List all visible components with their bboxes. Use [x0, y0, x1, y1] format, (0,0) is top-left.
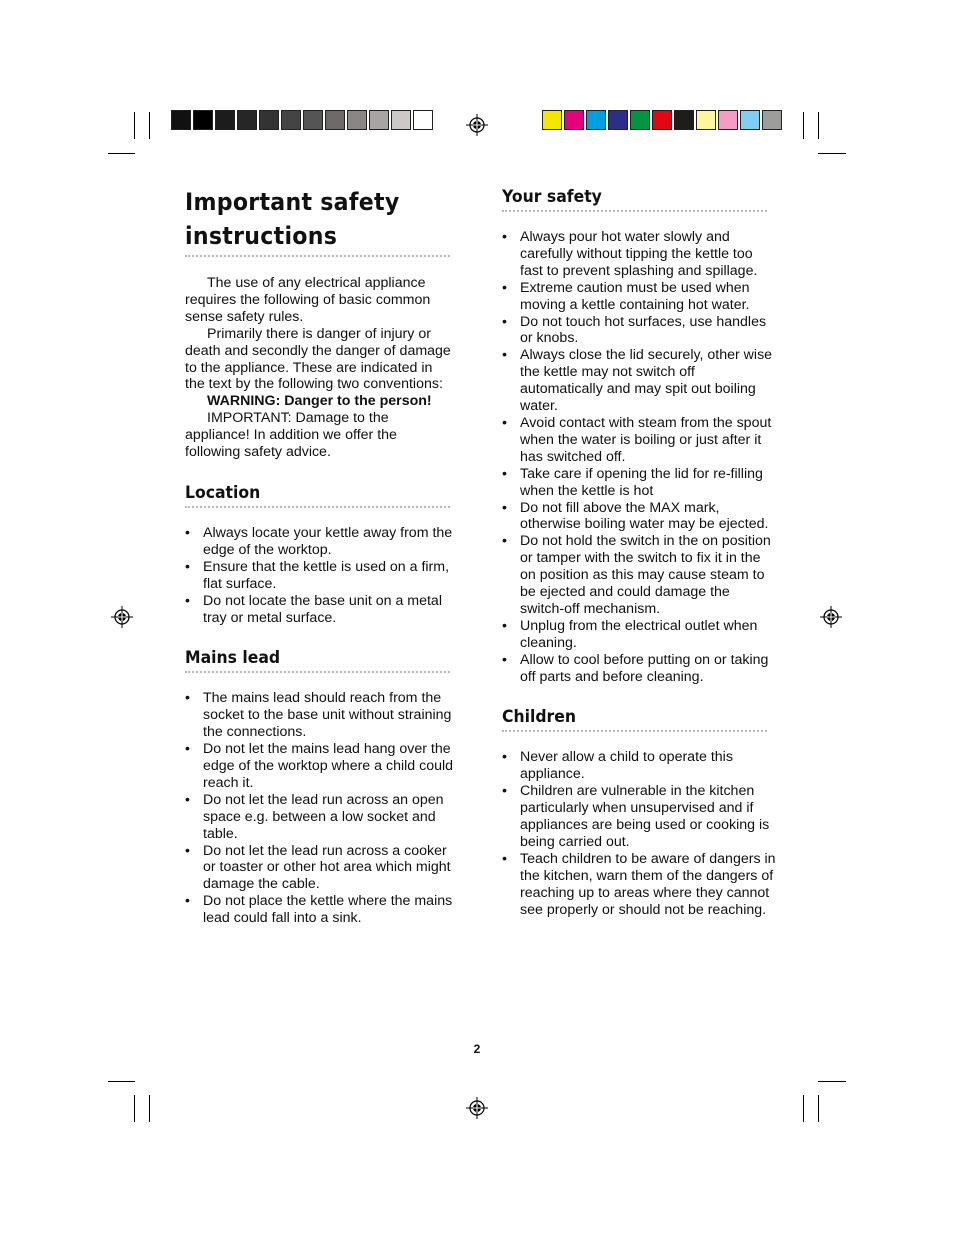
registration-mark-icon — [111, 606, 133, 628]
list-item: • Do not let the lead run across an open space e.g. between a low socket and table. — [185, 792, 455, 843]
list-item: • Do not fill above the MAX mark, otherwise boiling water may be ejected. — [502, 500, 777, 534]
list-item: • Allow to cool before putting on or taking off parts and before cleaning. — [502, 652, 777, 686]
children-list — [502, 749, 777, 918]
calibration-swatch — [259, 110, 279, 130]
calibration-swatch — [347, 110, 367, 130]
left-column — [185, 185, 455, 927]
page-title-line-2: instructions — [185, 222, 338, 250]
calibration-swatch — [608, 110, 628, 130]
list-item: • Always close the lid securely, other wise the kettle may not switch off automatically and may spit out boiling water. — [502, 347, 777, 415]
calibration-swatch — [171, 110, 191, 130]
page-title-line-1: Important safety — [185, 188, 400, 216]
your-safety-list — [502, 229, 777, 685]
list-item: • Extreme caution must be used when moving a kettle containing hot water. — [502, 280, 777, 314]
calibration-swatch — [237, 110, 257, 130]
calibration-swatch — [696, 110, 716, 130]
crop-mark — [803, 112, 804, 139]
calibration-swatch — [281, 110, 301, 130]
crop-mark — [818, 1081, 846, 1082]
list-item: • Avoid contact with steam from the spout when the water is boiling or just after it has switched off. — [502, 415, 777, 466]
list-item: • Always pour hot water slowly and carefully without tipping the kettle too fast to prevent splashing and spillage. — [502, 229, 777, 280]
calibration-swatch — [369, 110, 389, 130]
page-number: 2 — [473, 1042, 481, 1056]
crop-mark — [149, 112, 150, 139]
crop-mark — [134, 1095, 135, 1122]
important-convention: IMPORTANT: Damage to the appliance! In addition we offer the following safety advice. — [185, 410, 397, 461]
calibration-swatch — [718, 110, 738, 130]
intro-paragraph: The use of any electrical appliance requires the following of basic common sense safety rules. — [185, 275, 431, 325]
crop-mark — [818, 112, 819, 139]
list-item: • Never allow a child to operate this appliance. — [502, 749, 777, 783]
section-heading-children: Children — [502, 707, 576, 728]
list-item: • Do not hold the switch in the on position or tamper with the switch to fix it in the on position as this may cause steam to be ejected and could damage the switch-off mechanism. — [502, 533, 777, 618]
calibration-swatch — [542, 110, 562, 130]
section-heading-mains-lead: Mains lead — [185, 648, 281, 669]
calibration-swatch — [762, 110, 782, 130]
intro-paragraph: Primarily there is danger of injury or death and secondly the danger of damage to the appliance. These are indicated in the text by the following two conventions: — [185, 325, 451, 393]
registration-mark-icon — [466, 114, 488, 136]
crop-mark — [134, 112, 135, 139]
calibration-swatch — [391, 110, 411, 130]
calibration-swatch — [325, 110, 345, 130]
crop-mark — [818, 1095, 819, 1122]
calibration-swatch — [413, 110, 433, 130]
list-item: • Children are vulnerable in the kitchen particularly when unsupervised and if appliances are being used or cooking is being carried out. — [502, 783, 777, 851]
list-item: • Do not locate the base unit on a metal tray or metal surface. — [185, 593, 455, 627]
section-heading-location: Location — [185, 482, 261, 503]
calibration-swatch — [215, 110, 235, 130]
calibration-swatch — [303, 110, 323, 130]
calibration-swatch — [740, 110, 760, 130]
location-list — [185, 525, 455, 626]
warning-convention: WARNING: Danger to the person! — [207, 393, 432, 410]
calibration-swatch — [193, 110, 213, 130]
list-item: • Teach children to be aware of dangers in the kitchen, warn them of the dangers of reaching up to areas where they cannot see properly or should not be reaching. — [502, 851, 777, 919]
list-item: • Unplug from the electrical outlet when cleaning. — [502, 618, 777, 652]
crop-mark — [108, 1081, 135, 1082]
list-item: • Do not place the kettle where the mains lead could fall into a sink. — [185, 893, 455, 927]
crop-mark — [818, 153, 846, 154]
grayscale-calibration-bar — [171, 110, 435, 132]
list-item: • Ensure that the kettle is used on a firm, flat surface. — [185, 559, 455, 593]
registration-mark-icon — [820, 606, 842, 628]
calibration-swatch — [652, 110, 672, 130]
list-item: • Do not let the mains lead hang over the edge of the worktop where a child could reach it. — [185, 741, 455, 792]
right-column — [502, 186, 777, 919]
calibration-swatch — [586, 110, 606, 130]
calibration-swatch — [564, 110, 584, 130]
list-item: • Always locate your kettle away from the edge of the worktop. — [185, 525, 455, 559]
calibration-swatch — [630, 110, 650, 130]
list-item: • The mains lead should reach from the socket to the base unit without straining the connections. — [185, 690, 455, 741]
section-heading-your-safety: Your safety — [502, 187, 602, 207]
list-item: • Do not let the lead run across a cooker or toaster or other hot area which might damage the cable. — [185, 843, 455, 894]
mains-lead-list — [185, 690, 455, 927]
crop-mark — [149, 1095, 150, 1122]
color-calibration-bar — [542, 110, 784, 132]
calibration-swatch — [674, 110, 694, 130]
crop-mark — [803, 1095, 804, 1122]
registration-mark-icon — [466, 1097, 488, 1119]
list-item: • Take care if opening the lid for re-filling when the kettle is hot — [502, 466, 777, 500]
list-item: • Do not touch hot surfaces, use handles or knobs. — [502, 314, 777, 348]
crop-mark — [108, 153, 135, 154]
